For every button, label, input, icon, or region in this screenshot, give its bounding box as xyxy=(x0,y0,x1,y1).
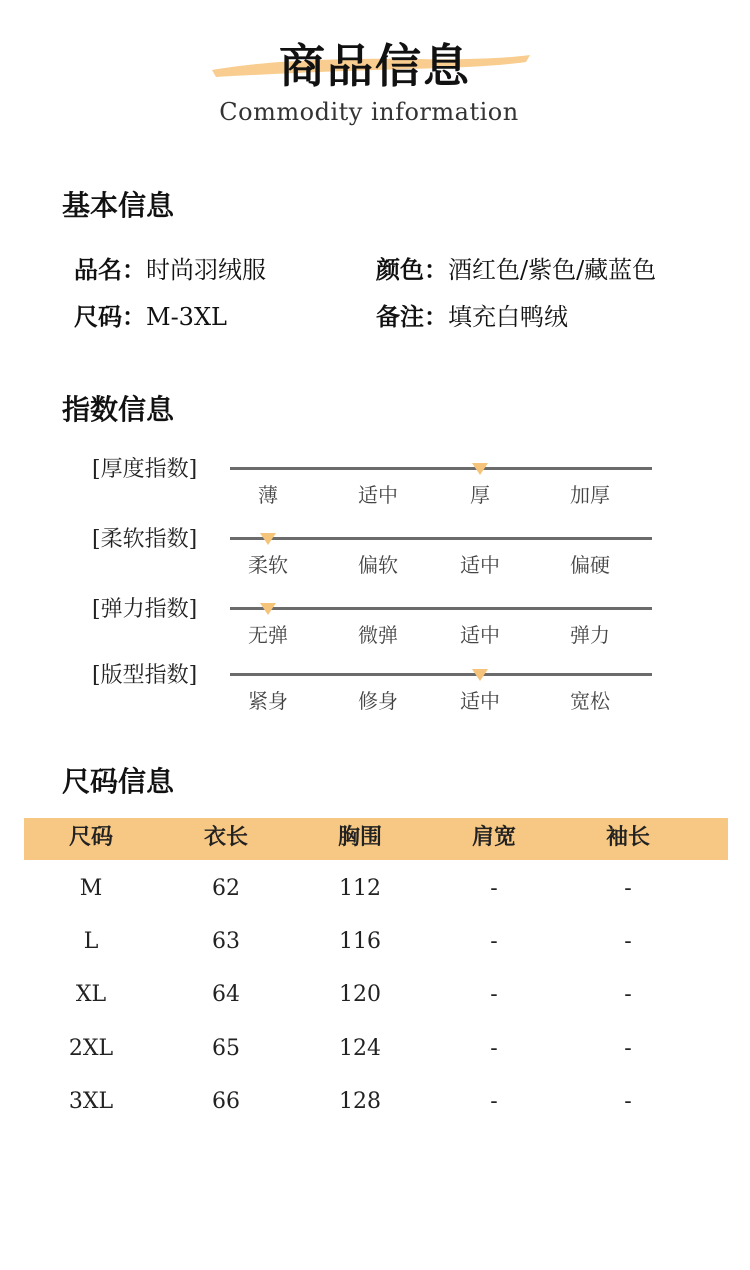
info-item-name xyxy=(74,250,266,285)
table-header-cell: 袖长 xyxy=(605,824,650,850)
table-cell: M xyxy=(79,876,103,901)
index-option: 微弹 xyxy=(358,623,398,647)
index-option: 无弹 xyxy=(248,623,288,647)
basic-info-heading: 基本信息 xyxy=(62,189,175,222)
table-cell: - xyxy=(490,1089,498,1114)
table-cell: - xyxy=(624,1089,632,1114)
index-option: 偏软 xyxy=(358,553,398,577)
info-item-size xyxy=(74,297,227,332)
index-option: 弹力 xyxy=(570,623,610,647)
index-marker-icon xyxy=(260,603,276,615)
index-option: 适中 xyxy=(358,483,398,507)
table-cell: 3XL xyxy=(68,1089,114,1114)
info-label: 备注： xyxy=(376,302,448,331)
info-label: 尺码： xyxy=(74,302,146,331)
info-label: 品名： xyxy=(74,255,146,284)
index-option: 加厚 xyxy=(570,483,610,507)
info-value: 时尚羽绒服 xyxy=(146,256,266,284)
table-cell: 65 xyxy=(212,1036,240,1061)
index-option: 适中 xyxy=(460,623,500,647)
index-marker-icon xyxy=(260,533,276,545)
table-cell: - xyxy=(490,1036,498,1061)
table-cell: 63 xyxy=(212,929,240,954)
table-cell: 62 xyxy=(212,876,240,901)
table-cell: 116 xyxy=(339,929,381,954)
index-marker-icon xyxy=(472,463,488,475)
index-scale-line xyxy=(230,673,652,676)
info-value: M-3XL xyxy=(146,303,227,331)
info-item-note xyxy=(376,297,568,332)
table-cell: 66 xyxy=(212,1089,240,1114)
table-cell: - xyxy=(624,929,632,954)
index-marker-icon xyxy=(472,669,488,681)
index-option: 适中 xyxy=(460,553,500,577)
index-scale-line xyxy=(230,607,652,610)
table-cell: - xyxy=(490,876,498,901)
index-option: 修身 xyxy=(358,689,398,713)
index-option: 紧身 xyxy=(248,689,288,713)
table-cell: 112 xyxy=(339,876,381,901)
index-option: 适中 xyxy=(460,689,500,713)
table-cell: - xyxy=(624,1036,632,1061)
page-title: 商品信息 xyxy=(279,39,471,93)
table-cell: XL xyxy=(75,982,107,1007)
index-info-heading: 指数信息 xyxy=(62,393,175,426)
index-label: [厚度指数] xyxy=(92,457,198,482)
info-item-color xyxy=(376,250,656,285)
table-cell: - xyxy=(624,982,632,1007)
table-header-cell: 尺码 xyxy=(68,824,113,850)
size-info-heading: 尺码信息 xyxy=(62,765,175,798)
table-cell: 124 xyxy=(339,1036,381,1061)
index-option: 偏硬 xyxy=(570,553,610,577)
table-cell: - xyxy=(490,929,498,954)
info-value: 填充白鸭绒 xyxy=(448,303,568,331)
info-value: 酒红色/紫色/藏蓝色 xyxy=(448,256,657,284)
table-cell: 120 xyxy=(339,982,381,1007)
table-cell: 64 xyxy=(212,982,240,1007)
table-cell: - xyxy=(624,876,632,901)
index-label: [弹力指数] xyxy=(92,597,198,622)
table-cell: - xyxy=(490,982,498,1007)
index-label: [版型指数] xyxy=(92,663,198,688)
index-option: 宽松 xyxy=(570,689,610,713)
index-option: 柔软 xyxy=(248,553,288,577)
index-option: 薄 xyxy=(258,483,278,507)
table-cell: 2XL xyxy=(68,1036,114,1061)
index-option: 厚 xyxy=(470,483,490,507)
table-header-cell: 衣长 xyxy=(203,824,248,850)
index-label: [柔软指数] xyxy=(92,527,198,552)
table-header-cell: 胸围 xyxy=(337,824,382,850)
index-scale-line xyxy=(230,467,652,470)
index-scale-line xyxy=(230,537,652,540)
info-label: 颜色： xyxy=(376,255,448,284)
page-subtitle: Commodity information xyxy=(219,98,519,126)
table-cell: 128 xyxy=(339,1089,381,1114)
table-header-cell: 肩宽 xyxy=(471,824,516,850)
table-cell: L xyxy=(83,929,99,954)
